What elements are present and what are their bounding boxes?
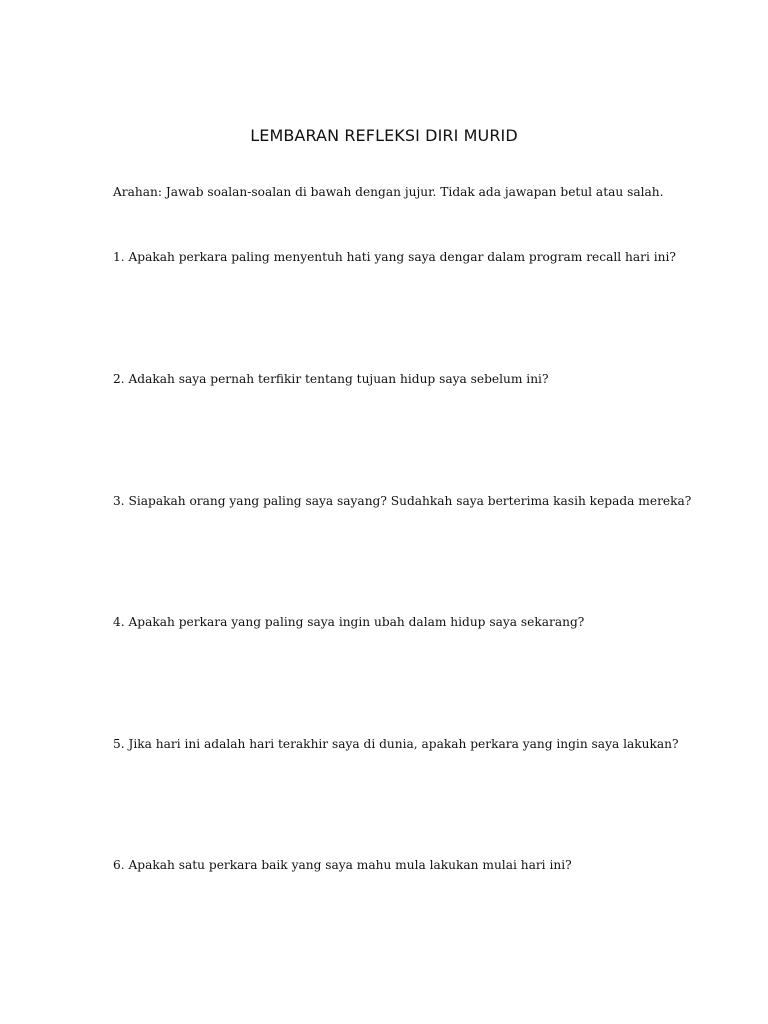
question-6: 6. Apakah satu perkara baik yang saya mahu mula lakukan mulai hari ini? xyxy=(113,858,572,872)
question-2: 2. Adakah saya pernah terfikir tentang tujuan hidup saya sebelum ini? xyxy=(113,372,549,386)
question-4: 4. Apakah perkara yang paling saya ingin ubah dalam hidup saya sekarang? xyxy=(113,615,585,629)
document-title: LEMBARAN REFLEKSI DIRI MURID xyxy=(250,126,518,145)
question-3: 3. Siapakah orang yang paling saya sayang? Sudahkah saya berterima kasih kepada mereka? xyxy=(113,494,692,508)
question-5: 5. Jika hari ini adalah hari terakhir saya di dunia, apakah perkara yang ingin saya lakukan? xyxy=(113,737,679,751)
question-1: 1. Apakah perkara paling menyentuh hati yang saya dengar dalam program recall hari ini? xyxy=(113,250,676,264)
instruction-text: Arahan: Jawab soalan-soalan di bawah dengan jujur. Tidak ada jawapan betul atau salah. xyxy=(113,185,664,199)
